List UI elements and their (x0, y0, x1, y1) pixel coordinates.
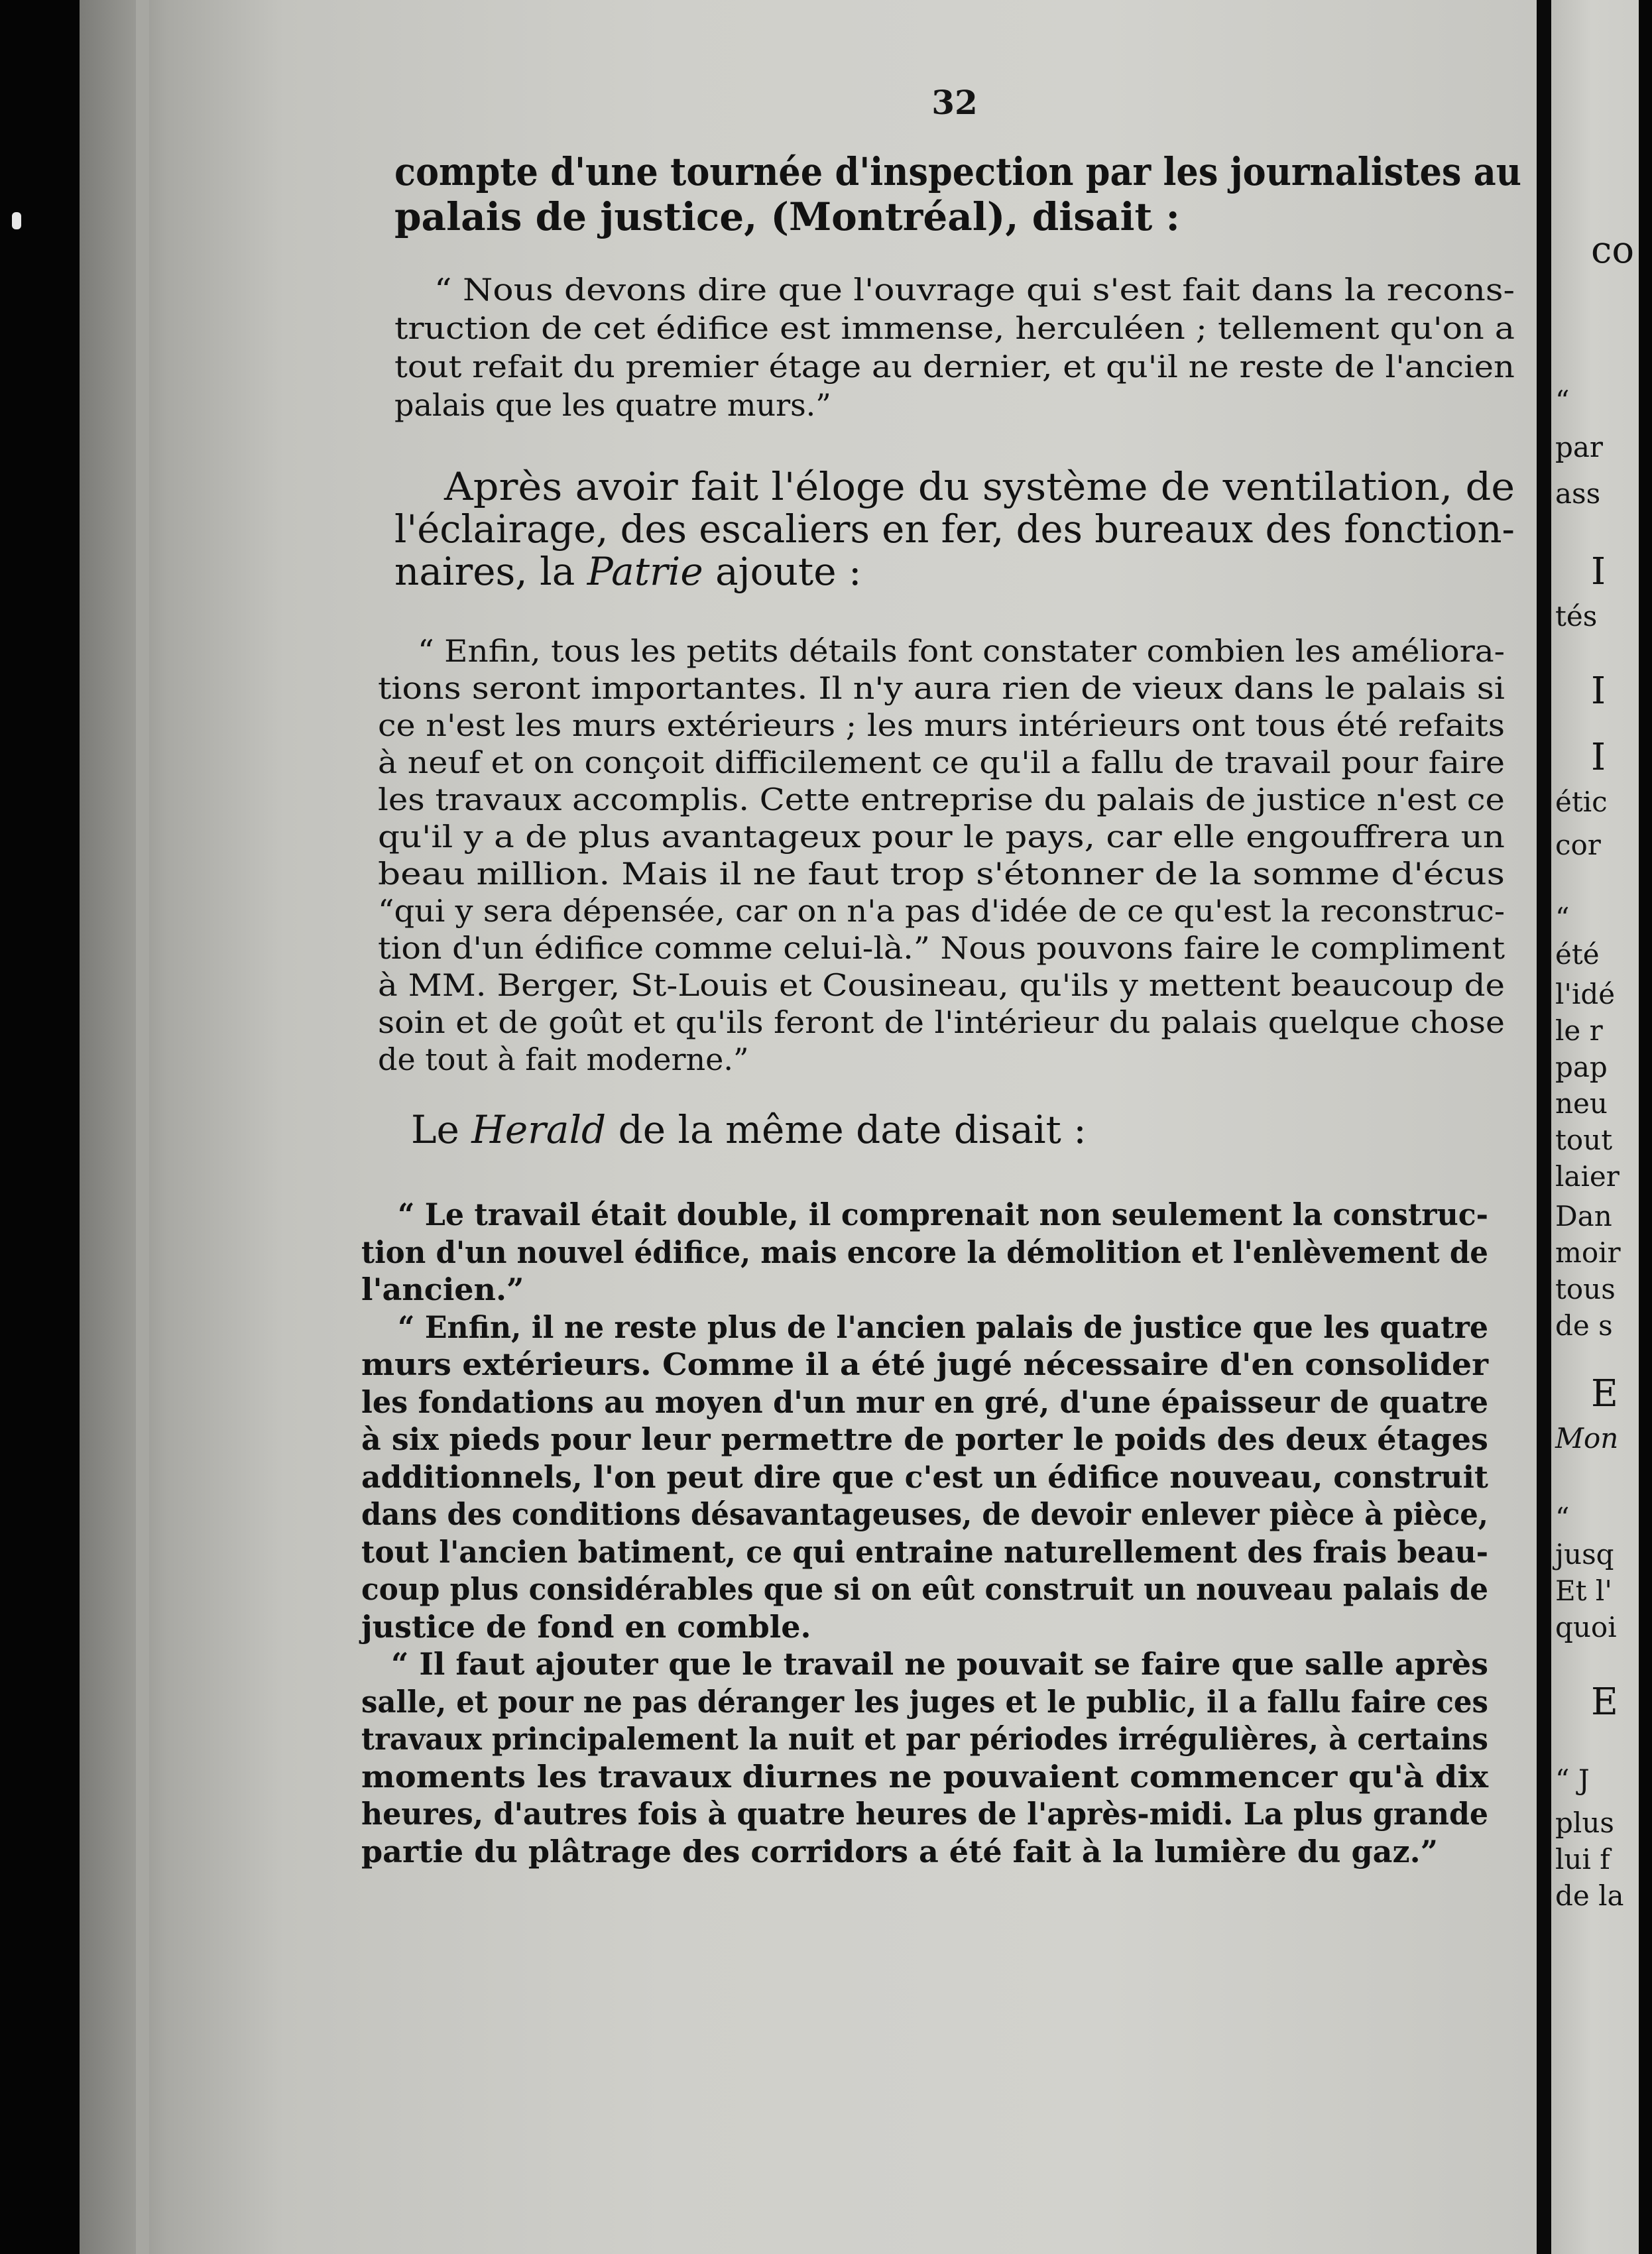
scan-artifact-mark (12, 212, 21, 229)
text-line (398, 1197, 1533, 1232)
text-line-content: “ Enfin, tous les petits détails font constater combien les améliora- (418, 633, 1505, 669)
adjacent-page-text-fragment: été (1555, 938, 1600, 971)
text-line (378, 782, 1505, 817)
text-line-content: tout refait du premier étage au dernier, et qu'il ne reste de l'ancien (394, 349, 1515, 385)
text-line-content: de tout à fait moderne.” (378, 1041, 749, 1077)
text-line-content: salle, et pour ne pas déranger les juges et le public, il a fallu faire ces (361, 1683, 1488, 1720)
adjacent-page-text-fragment: moir (1555, 1236, 1621, 1269)
text-line-content: heures, d'autres fois à quatre heures de l'après-midi. La plus grande (361, 1796, 1489, 1832)
text-line (434, 272, 1515, 308)
text-line (378, 1004, 1505, 1040)
adjacent-page-text-fragment: Et l' (1555, 1574, 1612, 1607)
adjacent-page-text-fragment: I (1591, 550, 1606, 593)
text-line-content: tion d'un nouvel édifice, mais encore la démolition et l'enlèvement de (361, 1234, 1488, 1270)
text-line-content: l'ancien.” (361, 1272, 524, 1307)
italic-title: Patrie (587, 549, 703, 594)
text-line-content: à six pieds pour leur permettre de porter le poids des deux étages (361, 1421, 1488, 1457)
text-line (394, 549, 862, 594)
adjacent-page-text-fragment: tout (1555, 1124, 1613, 1156)
text-line-content: coup plus considérables que si on eût construit un nouveau palais de (361, 1571, 1489, 1607)
page-number: 32 (931, 83, 978, 122)
text-line-content: partie du plâtrage des corridors a été fait à la lumière du gaz.” (361, 1833, 1439, 1869)
scanner-right-edge (1639, 0, 1652, 2254)
adjacent-page-text-fragment: étic (1555, 786, 1608, 818)
text-line-content: dans des conditions désavantageuses, de devoir enlever pièce à pièce, (361, 1496, 1488, 1532)
text-line (411, 1107, 1087, 1152)
text-line-content: compte d'une tournée d'inspection par les journalistes au (394, 149, 1521, 194)
text-line (361, 1571, 1545, 1607)
text-line-content: travaux principalement la nuit et par périodes irrégulières, à certains (361, 1721, 1488, 1757)
adjacent-page-text-fragment: neu (1555, 1087, 1608, 1120)
text-line-content: tions seront importantes. Il n'y aura rien de vieux dans le palais si (378, 670, 1505, 706)
text-line (361, 1496, 1557, 1532)
italic-title: Herald (471, 1107, 607, 1152)
text-line-content: justice de fond en comble. (361, 1608, 811, 1645)
text-line (378, 670, 1505, 706)
adjacent-page-text-fragment: quoi (1555, 1611, 1617, 1643)
text-line-content: l'éclairage, des escaliers en fer, des bureaux des fonction- (394, 506, 1515, 552)
adjacent-page-text-fragment: I (1591, 736, 1606, 779)
text-line-content: beau million. Mais il ne faut trop s'étonner de la somme d'écus (378, 856, 1505, 892)
adjacent-page-text-fragment: cor (1555, 829, 1601, 861)
text-line-content: truction de cet édifice est immense, herculéen ; tellement qu'on a (394, 310, 1515, 346)
text-line (361, 1534, 1540, 1570)
text-line-content: ce n'est les murs extérieurs ; les murs intérieurs ont tous été refaits (378, 707, 1505, 743)
text-line-content: “ Il faut ajouter que le travail ne pouvait se faire que salle après (391, 1646, 1488, 1682)
text-line (398, 1309, 1532, 1345)
adjacent-page-text-fragment: par (1555, 431, 1604, 463)
adjacent-page-text-fragment: tous (1555, 1273, 1616, 1305)
text-line-content: tout l'ancien batiment, ce qui entraine naturellement des frais beau- (361, 1533, 1488, 1570)
text-line-content: “ Le travail était double, il comprenait non seulement la construc- (398, 1197, 1488, 1232)
text-line (378, 967, 1505, 1003)
adjacent-page-text-fragment: laier (1555, 1160, 1620, 1193)
adjacent-page-text-fragment: E (1591, 1681, 1618, 1724)
text-line-content: Le Herald de la même date disait : (411, 1107, 1087, 1152)
text-line (394, 194, 1180, 239)
text-line (361, 1459, 1498, 1495)
text-line (444, 464, 1515, 509)
adjacent-page-text-fragment: ass (1555, 477, 1601, 510)
adjacent-page-fragment (1551, 0, 1652, 2254)
text-line-content: les travaux accomplis. Cette entreprise du palais de justice n'est ce (378, 782, 1505, 817)
text-line (361, 1758, 1489, 1795)
adjacent-page-text-fragment: co (1591, 229, 1635, 272)
text-line (378, 744, 1505, 780)
adjacent-page-text-fragment: l'idé (1555, 978, 1616, 1010)
text-line-content: à MM. Berger, St-Louis et Cousineau, qu'ils y mettent beaucoup de (378, 967, 1505, 1003)
adjacent-page-text-fragment: plus (1555, 1807, 1614, 1839)
adjacent-page-text-fragment: pap (1555, 1051, 1608, 1083)
text-line (418, 633, 1505, 669)
text-line-content: “ Enfin, il ne reste plus de l'ancien palais de justice que les quatre (398, 1309, 1489, 1345)
text-line (391, 1646, 1490, 1682)
text-line-content: palais de justice, (Montréal), disait : (394, 194, 1180, 239)
adjacent-page-text-fragment: “ (1555, 385, 1570, 417)
text-line-content: murs extérieurs. Comme il a été jugé nécessaire d'en consolider (361, 1346, 1488, 1382)
adjacent-page-text-fragment: jusq (1555, 1538, 1614, 1571)
adjacent-page-text-fragment: I (1591, 670, 1606, 713)
text-line-content: naires, la Patrie ajoute : (394, 549, 862, 594)
text-line-content: les fondations au moyen d'un mur en gré, d'une épaisseur de quatre (361, 1384, 1489, 1420)
text-line (378, 856, 1505, 892)
text-line (361, 1346, 1488, 1382)
text-line-content: à neuf et on conçoit difficilement ce qu'il a fallu de travail pour faire (378, 744, 1505, 780)
text-line (394, 506, 1525, 552)
text-line-content: palais que les quatre murs.” (394, 387, 831, 423)
text-line-content: moments les travaux diurnes ne pouvaient commencer qu'à dix (361, 1758, 1489, 1795)
text-line (394, 310, 1515, 346)
adjacent-page-text-fragment: “ J (1555, 1763, 1590, 1796)
adjacent-page-text-fragment: Mon (1555, 1422, 1619, 1454)
text-line (394, 387, 831, 423)
text-line (378, 930, 1505, 966)
text-line (394, 149, 1639, 194)
text-line (361, 1609, 811, 1645)
adjacent-page-text-fragment: de la (1555, 1879, 1624, 1912)
adjacent-page-text-fragment: E (1591, 1372, 1618, 1415)
text-line (378, 707, 1505, 743)
adjacent-page-text-fragment: de s (1555, 1309, 1613, 1342)
text-line (361, 1421, 1488, 1457)
text-line (361, 1272, 524, 1307)
text-line-content: qu'il y a de plus avantageux pour le pays, car elle engouffrera un (378, 819, 1505, 855)
text-line (378, 819, 1505, 855)
adjacent-page-text-fragment: Dan (1555, 1200, 1612, 1232)
text-line-content: Après avoir fait l'éloge du système de ventilation, de (444, 464, 1515, 509)
text-line (361, 1721, 1555, 1757)
adjacent-page-text-fragment: tés (1555, 600, 1598, 632)
text-line (378, 893, 1505, 929)
page-gutter-shadow (1537, 0, 1551, 2254)
text-line (394, 349, 1515, 385)
adjacent-page-text-fragment: lui f (1555, 1843, 1610, 1875)
text-line (361, 1234, 1553, 1270)
text-line-content: “qui y sera dépensée, car on n'a pas d'idée de ce qu'est la reconstruc- (378, 893, 1505, 929)
adjacent-page-text-fragment: le r (1555, 1014, 1603, 1047)
text-line (361, 1796, 1534, 1832)
page-left-edge (136, 0, 149, 2254)
text-line-content: “ Nous devons dire que l'ouvrage qui s'est fait dans la recons- (434, 272, 1515, 308)
text-line (361, 1384, 1529, 1420)
text-line-content: soin et de goût et qu'ils feront de l'intérieur du palais quelque chose (378, 1004, 1505, 1040)
adjacent-page-text-fragment: “ (1555, 902, 1570, 934)
adjacent-page-text-fragment: “ (1555, 1502, 1570, 1534)
text-line (361, 1684, 1557, 1720)
text-line-content: tion d'un édifice comme celui-là.” Nous pouvons faire le compliment (378, 930, 1505, 966)
text-line (361, 1834, 1438, 1869)
text-line-content: additionnels, l'on peut dire que c'est un édifice nouveau, construit (361, 1458, 1488, 1495)
text-line (378, 1041, 748, 1077)
